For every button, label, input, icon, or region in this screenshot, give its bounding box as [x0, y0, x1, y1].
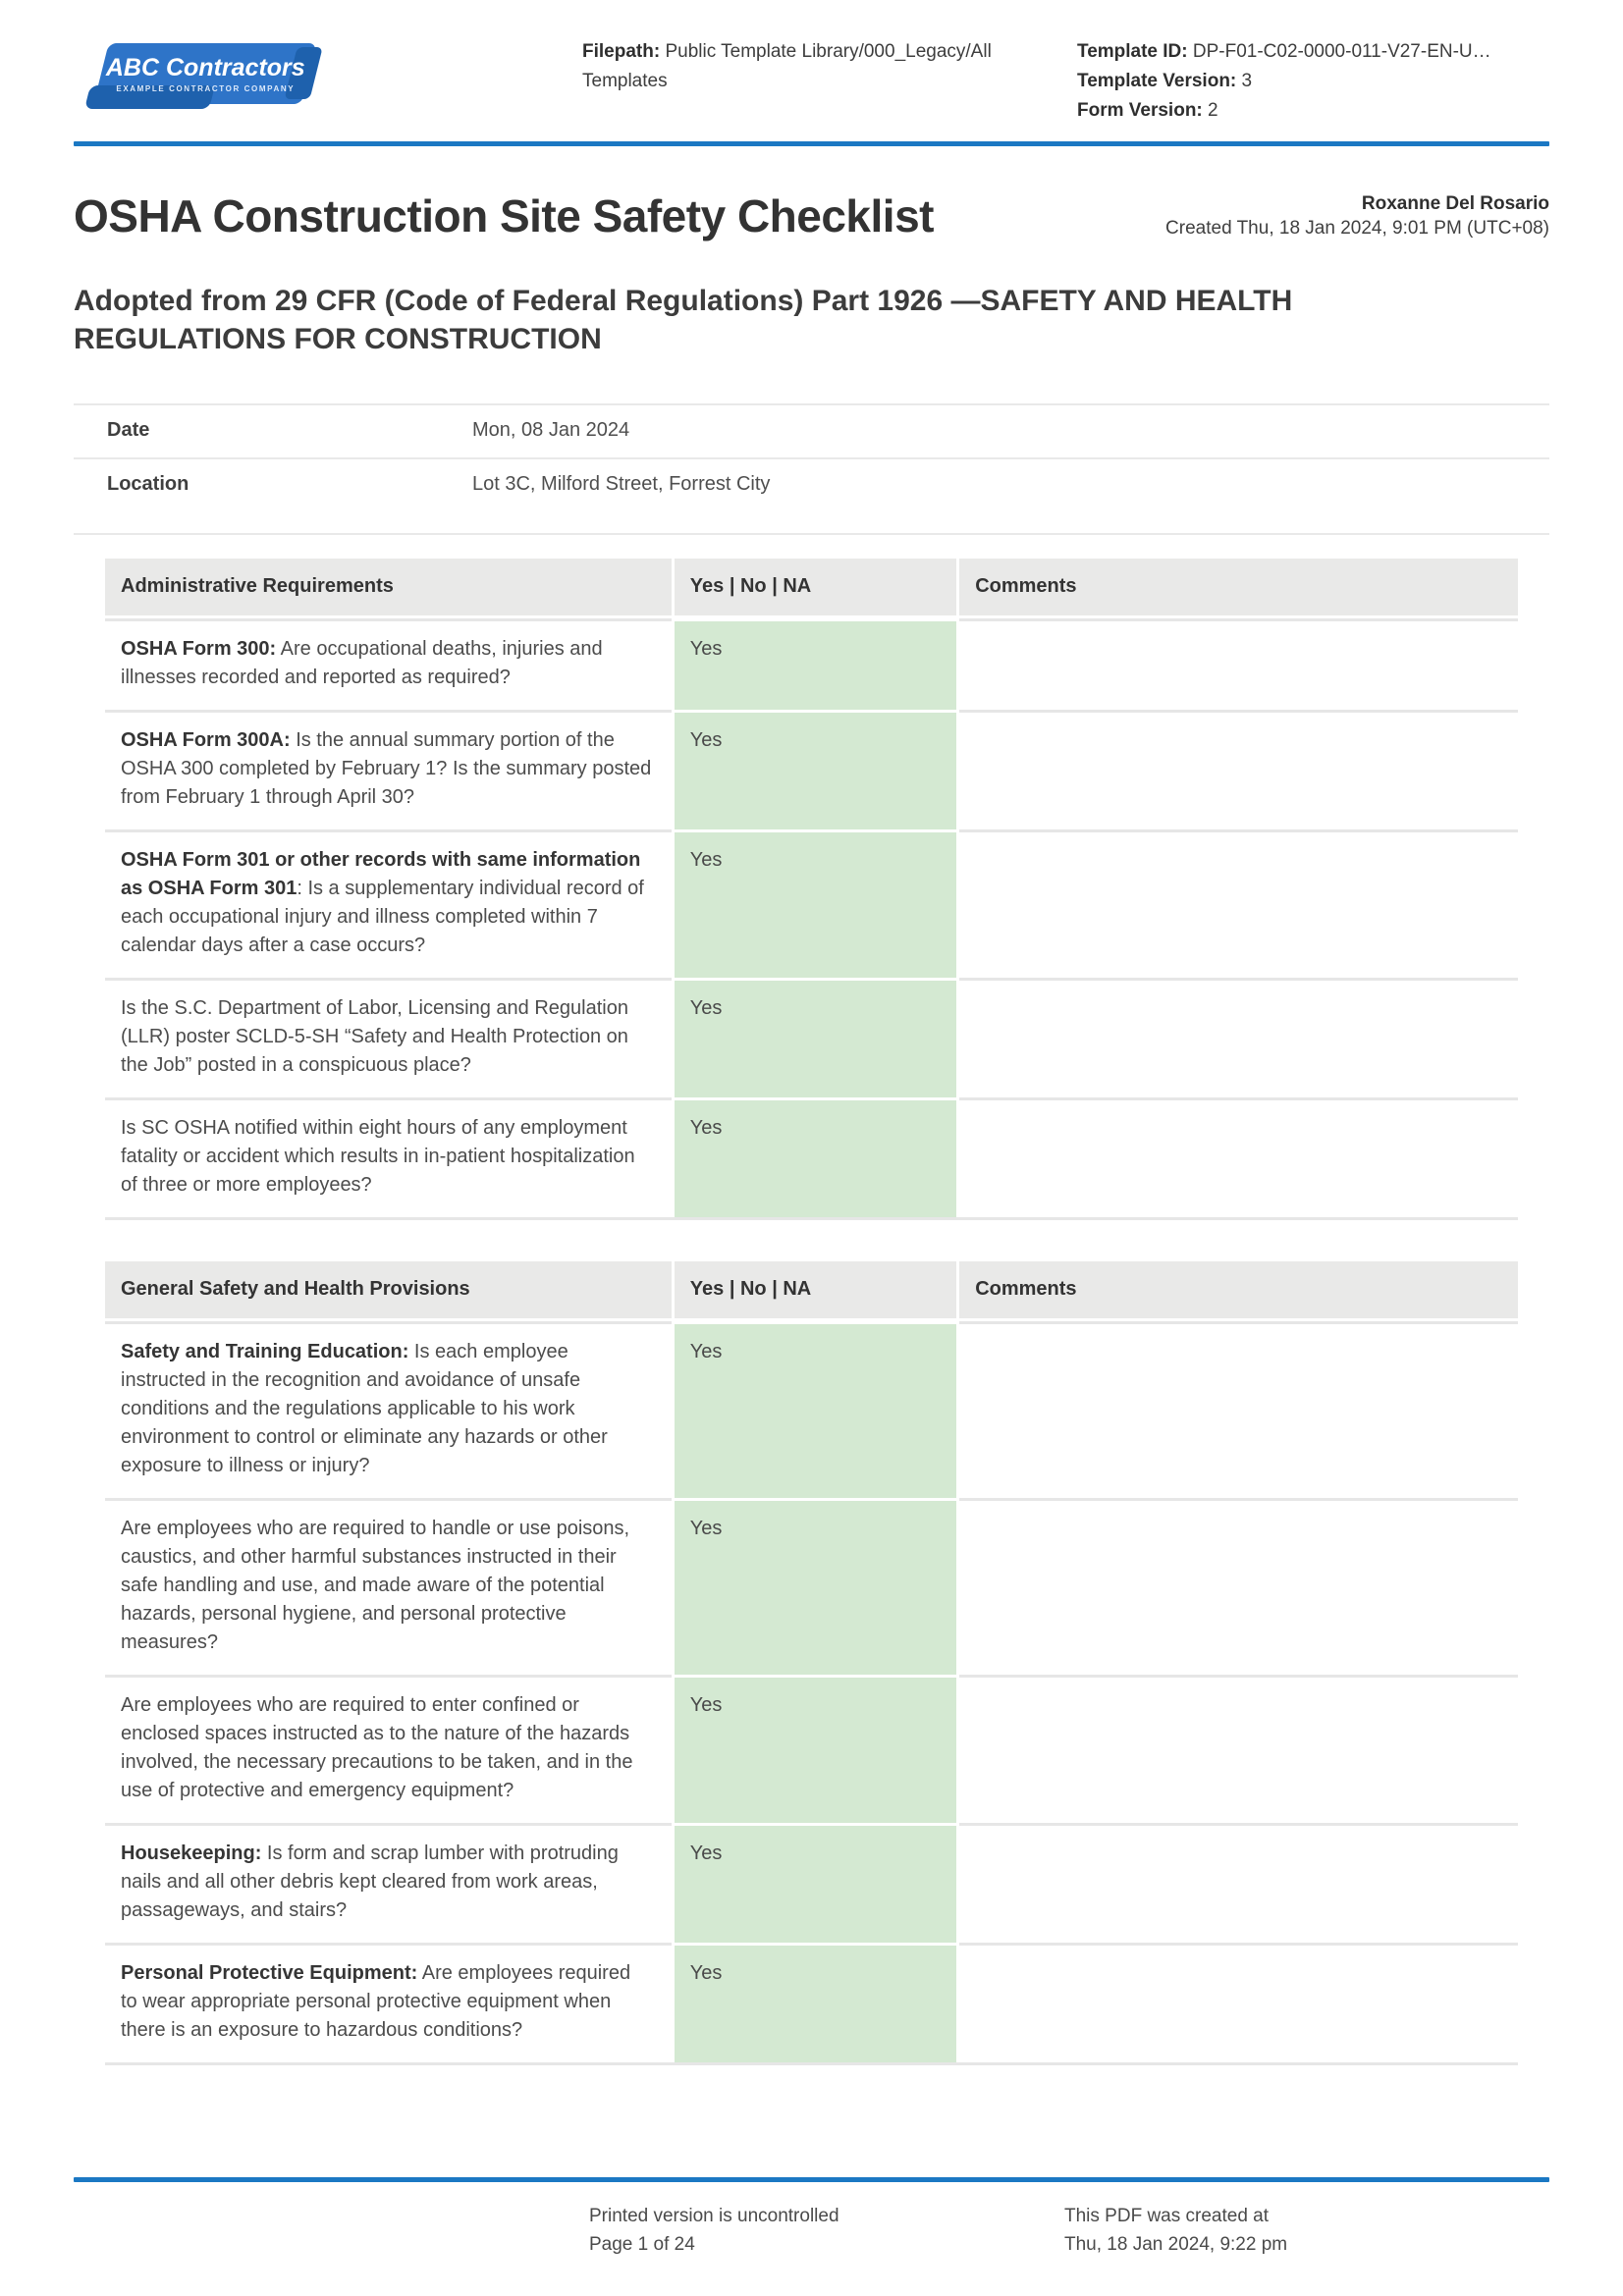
comments-cell: [959, 618, 1518, 710]
date-label: Date: [107, 419, 150, 441]
comments-cell: [959, 1097, 1518, 1217]
checklist-tables: [105, 559, 1518, 2065]
company-logo-shape: [93, 43, 316, 104]
answer-header-cell: Yes | No | NA: [675, 1261, 956, 1318]
answer-cell: [675, 829, 956, 978]
answer-value: Yes: [689, 729, 723, 751]
answer-cell: [675, 1498, 956, 1675]
footer-page-number: Page 1 of 24: [589, 2234, 695, 2255]
company-logo: [74, 29, 319, 104]
location-row: [74, 457, 1549, 535]
footer-uncontrolled-note: Printed version is uncontrolled: [589, 2206, 839, 2226]
answer-value: Yes: [689, 1842, 723, 1864]
answer-cell: [675, 618, 956, 710]
answer-header-cell: Yes | No | NA: [675, 559, 956, 615]
page-title: OSHA Construction Site Safety Checklist: [74, 190, 934, 241]
comments-cell: [959, 978, 1518, 1097]
question-text: Is form and scrap lumber with protruding nails and all other debris kept cleared from work areas, passageways, and stairs?: [121, 1842, 619, 1921]
comments-header-cell: Comments: [959, 1261, 1518, 1318]
checklist-table: [105, 1261, 1518, 2065]
logo-subtitle: EXAMPLE CONTRACTOR COMPANY: [116, 83, 295, 93]
question-cell: [105, 710, 672, 829]
filepath-value: Public Template Library/000_Legacy/All Templates: [582, 41, 992, 91]
table-header-row: [105, 559, 1518, 615]
filepath-label: Filepath:: [582, 41, 661, 62]
answer-cell: [675, 710, 956, 829]
author-name: Roxanne Del Rosario: [1361, 193, 1549, 214]
comments-cell: [959, 1498, 1518, 1675]
answer-value: Yes: [689, 1518, 723, 1539]
answer-value: Yes: [689, 849, 723, 871]
header-divider-rule: [74, 141, 1549, 146]
question-text: Is each employee instructed in the recognition and avoidance of unsafe conditions and the regulations applicable to his work environment to control or eliminate any hazards or other exposure to illness or injury?: [121, 1341, 608, 1476]
info-table: [74, 403, 1549, 535]
question-text: Are employees required to wear appropriate personal protective equipment when there is an exposure to hazardous conditions?: [121, 1962, 631, 2041]
document-subtitle: Adopted from 29 CFR (Code of Federal Regulations) Part 1926 —SAFETY AND HEALTH REGULATIONS FOR CONSTRUCTION: [74, 285, 1293, 355]
date-value: Mon, 08 Jan 2024: [472, 419, 630, 441]
question-cell: [105, 618, 672, 710]
form-version-label: Form Version:: [1077, 100, 1203, 121]
question-text: Is the annual summary portion of the OSHA 300 completed by February 1? Is the summary posted from February 1 through April 30?: [121, 729, 652, 808]
location-value: Lot 3C, Milford Street, Forrest City: [472, 473, 771, 495]
footer-right-block: [1064, 2202, 1287, 2259]
table-row: [105, 710, 1518, 829]
question-text: Is SC OSHA notified within eight hours of any employment fatality or accident which results in in-patient hospitalization of three or more employees?: [121, 1117, 635, 1196]
question-prefix: Housekeeping:: [121, 1842, 262, 1864]
question-text: Is the S.C. Department of Labor, Licensing and Regulation (LLR) poster SCLD-5-SH “Safety and Health Protection on the Job” posted in a conspicuous place?: [121, 997, 628, 1076]
question-cell: [105, 1321, 672, 1498]
question-prefix: Safety and Training Education:: [121, 1341, 409, 1362]
section-header-cell: Administrative Requirements: [105, 559, 672, 615]
creator-block: [1165, 191, 1549, 242]
filepath-block: [582, 29, 1055, 96]
footer-created-timestamp: Thu, 18 Jan 2024, 9:22 pm: [1064, 2234, 1288, 2255]
table-row: [105, 1823, 1518, 1943]
checklist-table: [105, 559, 1518, 1220]
template-id-label: Template ID:: [1077, 41, 1188, 62]
answer-cell: [675, 1321, 956, 1498]
question-cell: [105, 1498, 672, 1675]
question-cell: [105, 1943, 672, 2062]
answer-value: Yes: [689, 1341, 723, 1362]
question-cell: [105, 1097, 672, 1217]
table-row: [105, 1498, 1518, 1675]
question-text: Are employees who are required to handle or use poisons, caustics, and other harmful substances instructed in their safe handling and use, and made aware of the potential hazards, personal hygiene, and personal protective measures?: [121, 1518, 630, 1653]
template-id-value: DP-F01-C02-0000-011-V27-EN-U…: [1187, 41, 1491, 62]
comments-header-cell: Comments: [959, 559, 1518, 615]
comments-cell: [959, 829, 1518, 978]
date-row: [74, 403, 1549, 457]
template-meta-block: [1077, 29, 1549, 126]
footer-created-note: This PDF was created at: [1064, 2206, 1270, 2226]
section-header-cell: General Safety and Health Provisions: [105, 1261, 672, 1318]
location-label: Location: [107, 473, 189, 495]
answer-value: Yes: [689, 1962, 723, 1984]
table-row: [105, 1943, 1518, 2062]
question-cell: [105, 978, 672, 1097]
table-row: [105, 1097, 1518, 1217]
answer-value: Yes: [689, 1694, 723, 1716]
answer-cell: [675, 1675, 956, 1823]
answer-cell: [675, 978, 956, 1097]
question-text: Are occupational deaths, injuries and illnesses recorded and reported as required?: [121, 638, 603, 688]
title-row: [74, 189, 1549, 242]
question-prefix: OSHA Form 301 or other records with same information as OSHA Form 301: [121, 849, 641, 899]
table-header-row: [105, 1261, 1518, 1318]
answer-cell: [675, 1943, 956, 2062]
table-row: [105, 978, 1518, 1097]
footer-divider-rule: [74, 2177, 1549, 2182]
page-header: [74, 0, 1549, 126]
question-text: : Is a supplementary individual record of each occupational injury and illness completed within 7 calendar days after a case occurs?: [121, 878, 644, 956]
answer-value: Yes: [689, 997, 723, 1019]
answer-value: Yes: [689, 638, 723, 660]
question-text: Are employees who are required to enter confined or enclosed spaces instructed as to the nature of the hazards involved, the necessary precautions to be taken, and in the use of protective and emergency equipment?: [121, 1694, 633, 1801]
comments-cell: [959, 1823, 1518, 1943]
question-cell: [105, 1823, 672, 1943]
answer-value: Yes: [689, 1117, 723, 1139]
footer-left-block: [589, 2202, 839, 2259]
answer-cell: [675, 1823, 956, 1943]
form-version-row: [1077, 96, 1549, 126]
form-version-value: 2: [1202, 100, 1218, 121]
question-prefix: OSHA Form 300:: [121, 638, 277, 660]
question-cell: [105, 829, 672, 978]
template-version-label: Template Version:: [1077, 71, 1237, 91]
table-row: [105, 618, 1518, 710]
template-version-value: 3: [1236, 71, 1253, 91]
created-timestamp: Created Thu, 18 Jan 2024, 9:01 PM (UTC+08): [1165, 218, 1549, 239]
answer-cell: [675, 1097, 956, 1217]
comments-cell: [959, 1675, 1518, 1823]
question-prefix: OSHA Form 300A:: [121, 729, 291, 751]
comments-cell: [959, 710, 1518, 829]
table-row: [105, 1321, 1518, 1498]
comments-cell: [959, 1321, 1518, 1498]
page-footer: [74, 2177, 1549, 2255]
question-prefix: Personal Protective Equipment:: [121, 1962, 418, 1984]
table-row: [105, 1675, 1518, 1823]
question-cell: [105, 1675, 672, 1823]
template-id-row: [1077, 37, 1549, 67]
logo-title: ABC Contractors: [105, 53, 305, 81]
template-version-row: [1077, 67, 1549, 96]
table-row: [105, 829, 1518, 978]
comments-cell: [959, 1943, 1518, 2062]
